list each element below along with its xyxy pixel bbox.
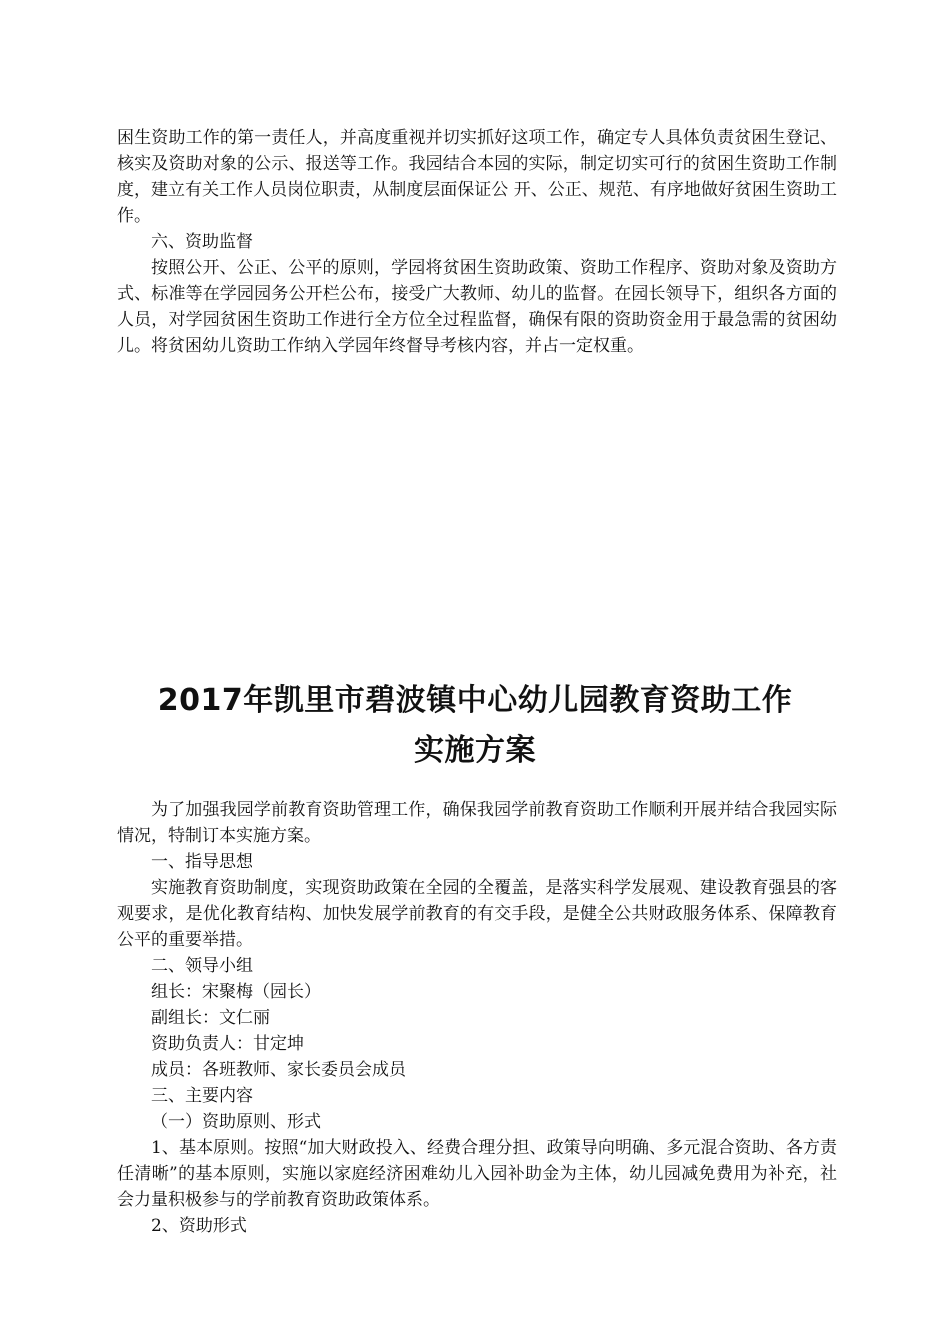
document-title (0, 676, 950, 776)
group-members: 成员：各班教师、家长委员会成员 (151, 1060, 406, 1080)
heading-leadership-group: 二、领导小组 (151, 956, 253, 976)
paragraph-basic-principle: 1、基本原则。按照“加大财政投入、经费合理分担、政策导向明确、多元混合资助、各方责任清晰”的基本原则，实施以家庭经济困难幼儿入园补助金为主体，幼儿园减免费用为补充，社会力量积极参与的学前教育资助政策体系。 (117, 1138, 837, 1210)
heading-guiding-thought: 一、指导思想 (151, 852, 253, 872)
section-continued-text (117, 125, 837, 359)
heading-main-content: 三、主要内容 (151, 1086, 253, 1106)
title-line-2: 实施方案 (414, 733, 536, 768)
section-plan-body (117, 797, 837, 1239)
deputy-leader: 副组长：文仁丽 (151, 1008, 270, 1028)
subheading-aid-form: 2、资助形式 (151, 1216, 247, 1236)
subheading-principles: （一）资助原则、形式 (151, 1112, 321, 1132)
paragraph: 实施教育资助制度，实现资助政策在全园的全覆盖，是落实科学发展观、建设教育强县的客观要求，是优化教育结构、加快发展学前教育的有交手段，是健全公共财政服务体系、保障教育公平的重要举措。 (117, 878, 837, 950)
group-leader: 组长：宋聚梅（园长） (151, 982, 321, 1002)
paragraph-intro: 为了加强我园学前教育资助管理工作，确保我园学前教育资助工作顺利开展并结合我园实际情况，特制订本实施方案。 (117, 800, 837, 846)
paragraph: 按照公开、公正、公平的原则，学园将贫困生资助政策、资助工作程序、资助对象及资助方式、标准等在学园园务公开栏公布，接受广大教师、幼儿的监督。在园长领导下，组织各方面的人员，对学园贫困生资助工作进行全方位全过程监督，确保有限的资助资金用于最急需的贫困幼儿。将贫困幼儿资助工作纳入学园年终督导考核内容，并占一定权重。 (117, 258, 837, 356)
heading-supervision: 六、资助监督 (151, 232, 253, 252)
title-line-1: 2017年凯里市碧波镇中心幼儿园教育资助工作 (157, 683, 793, 718)
aid-responsible-person: 资助负责人：甘定坤 (151, 1034, 304, 1054)
paragraph: 困生资助工作的第一责任人，并高度重视并切实抓好这项工作，确定专人具体负责贫困生登记、核实及资助对象的公示、报送等工作。我园结合本园的实际，制定切实可行的贫困生资助工作制度，建立有关工作人员岗位职责，从制度层面保证公 开、公正、规范、有序地做好贫困生资助工作。 (117, 128, 837, 226)
